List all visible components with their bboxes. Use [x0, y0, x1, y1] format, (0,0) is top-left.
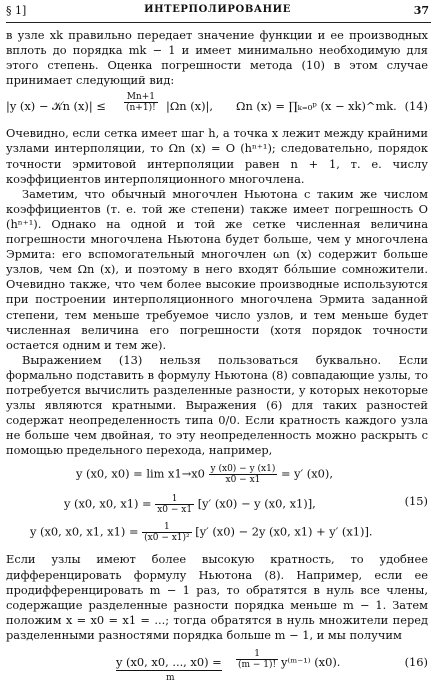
eq15-line-1: [76, 464, 333, 485]
eq16-frac-num: 1: [236, 649, 278, 660]
eq14-fraction: [124, 92, 158, 113]
paragraph-3: Выражением (13) нельзя пользоваться буквально. Если формально подставить в формулу Ньютона (8) совпадающие узлы, то потребуется вычислить разделенные разности, у которых некоторые узлы являются кратными. Выражения (6) для таких разностей содержат неопределенность типа 0/0. Если кратность каждого узла не больше чем двойная, то эту неопределенность можно раскрыть с помощью предельного перехода, например,: [6, 352, 428, 458]
section-marker: § 1]: [6, 4, 27, 17]
paragraph-2: Заметим, что обычный многочлен Ньютона с таким же числом коэффициентов (т. е. той же степени) также имеет погрешность O (hⁿ⁺¹). Однако на одной и той же сетке численная величина погрешности многочлена Ньютона будет больше, чем у многочлена Эрмита: его вспомогательный многочлен ωn (x) содержит больше узлов, чем Ωn (x), и поэтому в него входят бо́льшие сомножители. Очевидно также, что чем более высокие производные используются при построении интерполяционного многочлена Эрмита заданной степени, тем меньше требуемое число узлов, и тем меньше будет численная величина его погрешности (хотя порядок точности остается одним и тем же).: [6, 186, 428, 352]
eq15-line1-den: x0 − x1: [225, 475, 261, 486]
paragraph-4: Если узлы имеют более высокую кратность, то удобнее дифференцировать формулу Ньютона (8). Например, если ее продифференцировать m − 1 раз, то обратятся в нуль все члены, содержащие разделенные разности порядка меньше m − 1. Затем положим x = x0 = x1 = ...; тогда обратятся в нуль множители перед разделенными разностями порядка больше m − 1, и мы получим: [6, 552, 428, 642]
eq15-line2-lhs: y (x0, x0, x1) =: [64, 496, 152, 511]
page-body: [6, 28, 428, 685]
page-number: 37: [413, 4, 429, 17]
eq15-line2-num: 1: [155, 494, 194, 505]
paragraph-0: в узле xk правильно передает значение функции и ее производных вплоть до порядка mk − 1 и имеет минимально необходимую для этого степень. Оценка погрешности метода (10) в этом случае принимает следующий вид:: [6, 28, 428, 88]
eq15-line2-rhs: [y′ (x0) − y (x0, x1)],: [197, 496, 316, 511]
eq15-line1-rhs: = y′ (x0),: [280, 466, 333, 481]
eq15-line3-lhs: y (x0, x0, x1, x1) =: [30, 524, 139, 539]
paragraph-1: Очевидно, если сетка имеет шаг h, а точка x лежит между крайними узлами интерполяции, то Ωn (x) = O (hⁿ⁺¹); следовательно, порядок точности эрмитовой интерполяции равен n + 1, т. е. числу коэффициентов интерполяционного многочлена.: [6, 126, 428, 186]
eq15-line2-den: x0 − x1: [157, 505, 193, 516]
eq15-line-3: [30, 522, 373, 543]
eq15-line-2: [64, 494, 316, 515]
eq14-rhs: |Ωn (x)|,: [166, 99, 214, 114]
eq15-line3-rhs: [y′ (x0) − 2y (x0, x1) + y′ (x1)].: [195, 524, 373, 539]
eq16-fraction: [236, 649, 278, 670]
eq14-omega-def: Ωn (x) = ∏ₖ₌₀ᵖ (x − xk)^mk.: [236, 99, 397, 114]
eq15-number: (15): [404, 494, 428, 509]
eq16-underbrace-label: m: [166, 673, 175, 683]
eq16-rhs: y⁽ᵐ⁻¹⁾ (x0).: [281, 655, 341, 669]
eq14-frac-num: Mn+1: [124, 92, 158, 103]
eq16-lhs: y (x0, x0, ..., x0) =: [116, 655, 222, 669]
eq15-line3-fraction: [142, 522, 192, 543]
eq15-line3-num: 1: [142, 522, 192, 533]
eq14-frac-den: (n+1)!: [126, 103, 156, 114]
eq15-line2-fraction: [155, 494, 194, 515]
eq15-line1-fraction: [209, 464, 278, 485]
header-rule: [6, 22, 431, 23]
eq14-number: (14): [404, 99, 428, 114]
eq16-frac-den: (m − 1)!: [238, 660, 277, 670]
eq16-number: (16): [404, 655, 428, 669]
eq14-lhs: |y (x) − 𝒦n (x)| ≤: [6, 99, 106, 114]
equation-16: [6, 647, 428, 685]
running-header: [6, 4, 429, 22]
equation-14: [6, 90, 428, 124]
eq15-line1-num: y (x0) − y (x1): [210, 464, 276, 475]
chapter-title: ИНТЕРПОЛИРОВАНИЕ: [144, 4, 291, 15]
eq15-line3-den: (x0 − x1)²: [144, 533, 190, 544]
eq15-line1-lhs: y (x0, x0) = lim x1→x0: [76, 466, 205, 481]
equation-15: [6, 460, 428, 548]
